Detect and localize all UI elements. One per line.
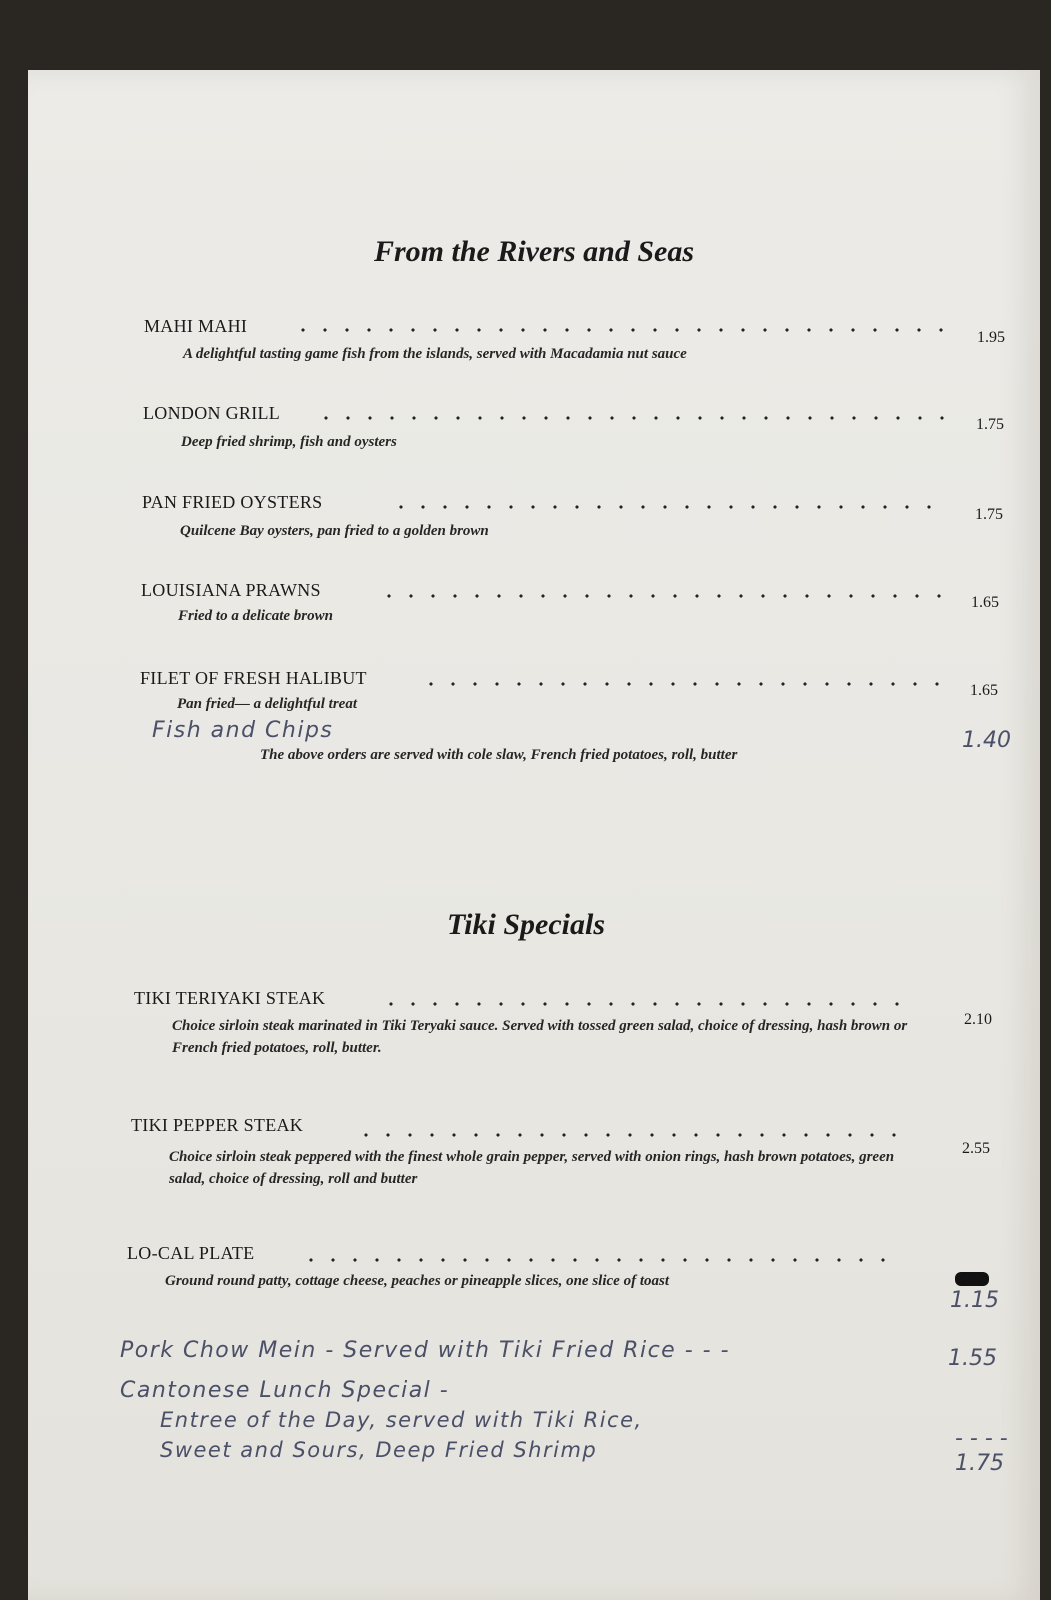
item-title-london-grill: LONDON GRILL xyxy=(143,403,281,423)
item-description: Choice sirloin steak peppered with the finest whole grain pepper, served with onion rings, hash brown potatoes, green salad, choice of dressing, roll and butter xyxy=(169,1149,895,1187)
item-title-lo-cal-plate: LO-CAL PLATE xyxy=(127,1243,255,1263)
section-footnote: The above orders are served with cole slaw, French fried potatoes, roll, butter xyxy=(260,747,738,763)
handwritten-detail: Sweet and Sours, Deep Fried Shrimp xyxy=(160,1438,598,1462)
item-description: Deep fried shrimp, fish and oysters xyxy=(181,434,397,450)
item-title-mahi-mahi: MAHI MAHI xyxy=(144,316,248,336)
item-description: A delightful tasting game fish from the islands, served with Macadamia nut sauce xyxy=(183,346,687,362)
handwritten-item: Fish and Chips xyxy=(152,718,334,743)
menu-page xyxy=(28,70,1040,1600)
leader-dots xyxy=(300,1250,900,1270)
item-description: Choice sirloin steak marinated in Tiki Teryaki sauce. Served with tossed green salad, choice of dressing, hash brown or French fried potatoes, roll, butter. xyxy=(172,1018,908,1056)
item-price: 2.10 xyxy=(964,1011,992,1028)
item-price: 1.75 xyxy=(976,416,1004,433)
section-heading-tiki-specials: Tiki Specials xyxy=(446,908,606,941)
handwritten-price: - - - - 1.75 xyxy=(955,1426,1008,1476)
item-description: Quilcene Bay oysters, pan fried to a golden brown xyxy=(180,523,489,539)
handwritten-price: 1.40 xyxy=(962,728,1011,753)
item-title-tiki-teriyaki-steak: TIKI TERIYAKI STEAK xyxy=(134,988,326,1008)
leader-dots xyxy=(420,674,944,694)
handwritten-price: 1.55 xyxy=(948,1346,997,1371)
handwritten-item: Cantonese Lunch Special - xyxy=(120,1378,450,1403)
item-title-pan-fried-oysters: PAN FRIED OYSTERS xyxy=(142,492,323,512)
handwritten-price: 1.15 xyxy=(950,1288,999,1313)
item-price: 1.95 xyxy=(977,329,1005,346)
item-price: 1.65 xyxy=(971,594,999,611)
leader-dots xyxy=(390,497,945,517)
item-price: 1.65 xyxy=(970,682,998,699)
item-price: 1.75 xyxy=(975,506,1003,523)
leader-dots xyxy=(380,994,900,1014)
item-title-tiki-pepper-steak: TIKI PEPPER STEAK xyxy=(131,1115,304,1135)
leader-dots xyxy=(378,586,944,606)
leader-dots xyxy=(355,1125,900,1145)
leader-dots xyxy=(292,320,944,340)
handwritten-item: Pork Chow Mein - Served with Tiki Fried Rice - - - xyxy=(120,1338,731,1363)
item-description: Ground round patty, cottage cheese, peaches or pineapple slices, one slice of toast xyxy=(165,1273,669,1289)
ink-smudge xyxy=(955,1272,989,1286)
item-description: Fried to a delicate brown xyxy=(178,608,333,624)
item-price: 2.55 xyxy=(962,1140,990,1157)
item-title-filet-halibut: FILET OF FRESH HALIBUT xyxy=(140,668,367,688)
leader-dots xyxy=(315,408,945,428)
handwritten-detail: Entree of the Day, served with Tiki Rice, xyxy=(160,1408,643,1432)
section-heading-rivers-seas: From the Rivers and Seas xyxy=(373,235,695,268)
item-description: Pan fried— a delightful treat xyxy=(177,696,357,712)
item-title-louisiana-prawns: LOUISIANA PRAWNS xyxy=(141,580,321,600)
